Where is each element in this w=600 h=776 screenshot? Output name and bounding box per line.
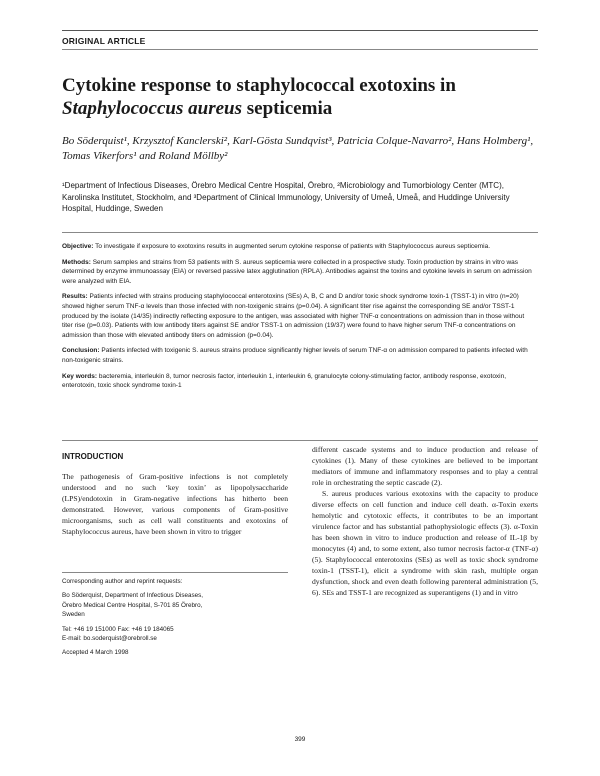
correspondence-phone: Tel: +46 19 151000 Fax: +46 19 184065 <box>62 625 174 633</box>
abstract-rule <box>62 232 538 233</box>
results-label: Results: <box>62 293 88 301</box>
intro-heading: INTRODUCTION <box>62 452 124 461</box>
abstract <box>62 242 532 397</box>
author-list: Bo Söderquist¹, Krzysztof Kanclerski², Karl-Gösta Sundqvist³, Patricia Colque-Navarro², Hans Holmberg¹, Tomas Vikerfors¹ and Roland Möllby² <box>62 135 534 162</box>
correspondence-country: Sweden <box>62 611 85 619</box>
intro-paragraph: different cascade systems and to induce production and release of cytokines (1). Many of these cytokines are believed to be important mediators of immune and inflammatory responses and to play a central role in orchestrating the septic cascade (2). <box>312 445 538 487</box>
intro-left-column: The pathogenesis of Gram-positive infections is not completely understood and no such ‘key toxin’ as lipopolysaccharide (LPS)/endotoxin in Gram-negative infections has hitherto been demonstrated. However, various components of Gram-positive microorganisms, such as cell wall constituents and exotoxins of Staphylococcus aureus, have been shown in vitro to trigger <box>62 472 288 536</box>
abstract-conclusion <box>62 346 532 365</box>
methods-label: Methods: <box>62 258 91 266</box>
objective-label: Objective: <box>62 243 94 250</box>
intro-paragraph: S. aureus produces various exotoxins with the capacity to produce diverse effects on cell function and induce cell death. α-Toxin exerts hemolytic and cytotoxic effects, it contributes to be an important virulence factor and has substantial pathophysiologic effects (3). α-Toxin has been shown in vitro to induce production and release of IL-1β by monocytes (4) and, to some extent, also tumor necrosis factor-α (TNF-α) (5). Staphylococcal enterotoxins (SEs) as well as toxic shock syndrome toxin-1 (TSST-1), elicit a syndrome with skin rash, multiple organ dysfunction, shock and even death following parenteral administration (5, 6). SEs and TSST-1 are recognized as superantigens (1) and in vitro <box>312 489 538 597</box>
section-label: ORIGINAL ARTICLE <box>62 36 146 46</box>
conclusion-label: Conclusion: <box>62 347 100 355</box>
correspondence-email: E-mail: bo.soderquist@orebroll.se <box>62 635 157 643</box>
accepted-date: Accepted 4 March 1998 <box>62 649 129 657</box>
correspondence-name: Bo Söderquist, Department of Infectious Diseases, <box>62 592 204 600</box>
article-title <box>62 74 538 120</box>
keywords-label: Key words: <box>62 372 98 380</box>
results-text: Patients infected with strains producing staphylococcal enterotoxins (SEs) A, B, C and D and/or toxic shock syndrome toxin-1 (TSST-1) in vitro (n=20) showed higher serum TNF-α levels than those infected with non-toxigenic strains (p=0.04). A significant titer rise against the corresponding SE and/or TSST-1 produced by the isolate (14/35) indirectly reflecting exposure to the antigen, was associated with higher TNF-α concentrations on admission than in those without titer rise (p=0.03). Patients with low antibody titers against SE and/or TSST-1 on admission (19/37) were found to have higher serum TNF-α concentrations on admission than those with elevated antibody titers on admission (p=0.04). <box>62 293 525 339</box>
top-rule <box>62 30 538 31</box>
page-number: 399 <box>294 736 306 743</box>
correspondence-heading: Corresponding author and reprint requests: <box>62 578 183 585</box>
title-tail: septicemia <box>246 98 333 119</box>
conclusion-text: Patients infected with toxigenic S. aureus strains produce significantly higher levels of serum TNF-α on admission compared to patients infected with non-toxigenic strains. <box>62 347 528 364</box>
abstract-objective <box>62 242 532 252</box>
intro-right-column <box>312 444 538 598</box>
title-main: Cytokine response to staphylococcal exotoxins in <box>62 75 456 96</box>
title-organism: Staphylococcus aureus <box>62 98 242 119</box>
intro-rule <box>62 440 538 441</box>
methods-text: Serum samples and strains from 53 patients with S. aureus septicemia were collected in a prospective study. Toxin production by strains in vitro was determined by enzyme immunoassay (EIA) or reversed passive latex agglutination (RPLA). Antibodies against the toxins and cytokine levels in serum on admission were analyzed with EIA. <box>62 258 532 285</box>
correspondence-rule <box>62 572 288 573</box>
correspondence-box <box>62 572 288 658</box>
abstract-results <box>62 292 532 340</box>
affiliations: ¹Department of Infectious Diseases, Örebro Medical Centre Hospital, Örebro, ²Microbiology and Tumorbiology Center (MTC), Karolinska Institutet, Stockholm, and ³Department of Clinical Immunology, University of Umeå, Umeå, and Huddinge University Hospital, Huddinge, Sweden <box>62 181 510 213</box>
keywords-text: bacteremia, interleukin 8, tumor necrosis factor, interleukin 1, interleukin 6, granulocyte colony-stimulating factor, antibody response, exotoxin, enterotoxin, toxic shock syndrome toxin-1 <box>62 372 507 390</box>
correspondence-address: Örebro Medical Centre Hospital, S-701 85 Örebro, <box>62 601 203 609</box>
abstract-keywords <box>62 372 532 391</box>
objective-text: To investigate if exposure to exotoxins results in augmented serum cytokine response of patients with Staphylococcus aureus septicemia. <box>95 243 491 250</box>
abstract-methods <box>62 258 532 287</box>
section-rule <box>62 49 538 50</box>
